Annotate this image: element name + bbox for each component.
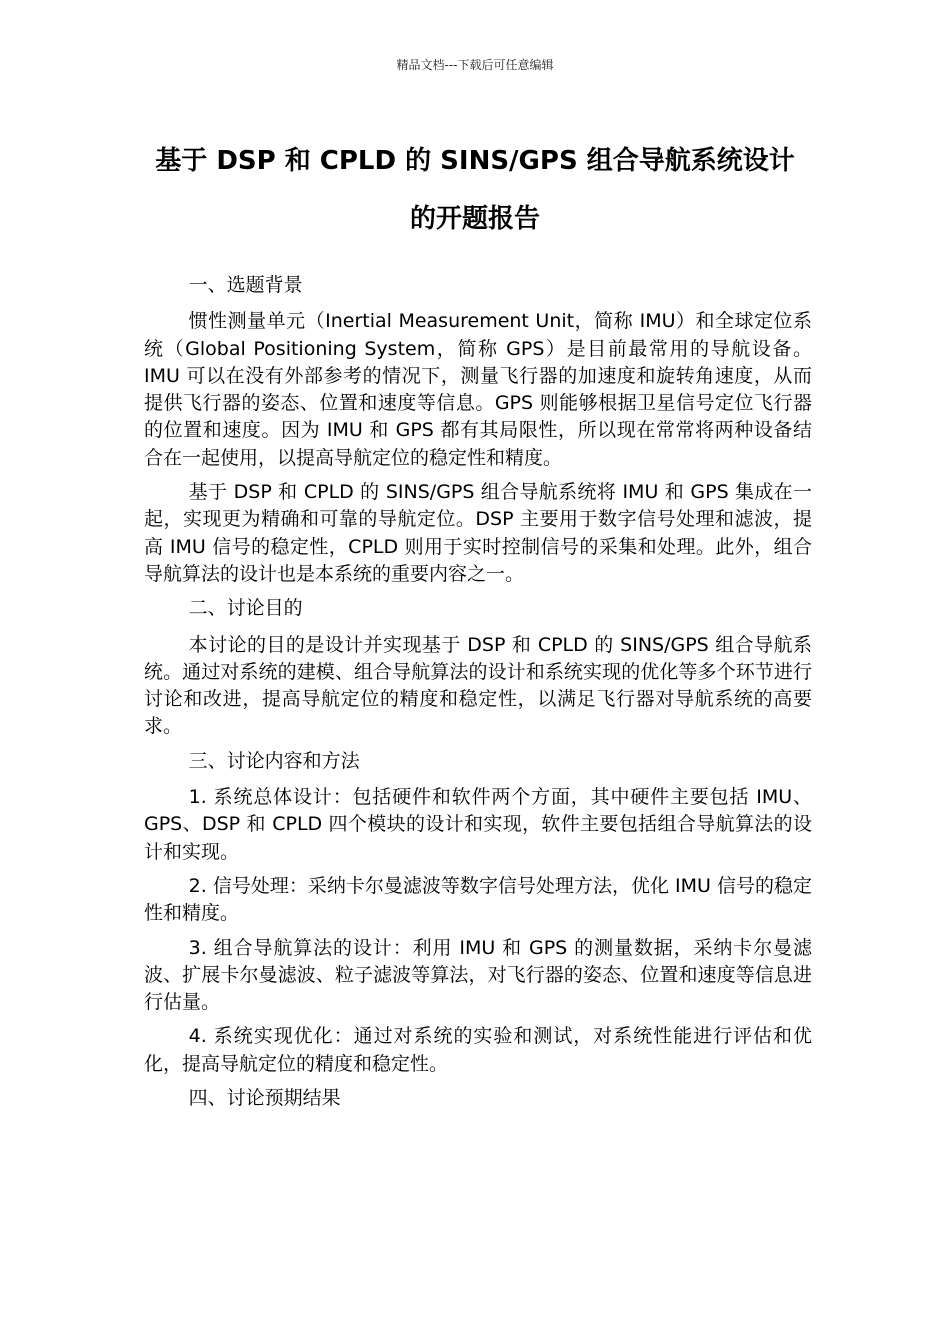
document-title — [130, 132, 820, 248]
section-heading-background: 一、选题背景 — [188, 274, 303, 296]
paragraph-background-2: 基于 DSP 和 CPLD 的 SINS/GPS 组合导航系统将 IMU 和 GPS 集成在一起，实现更为精确和可靠的导航定位。DSP 主要用于数字信号处理和滤波，提高 IMU 信号的稳定性，CPLD 则用于实时控制信号的采集和处理。此外，组合导航算法的设计也是本系统的重要内容之一。 — [144, 481, 812, 585]
document-body — [144, 272, 812, 1121]
paragraph-purpose: 本讨论的目的是设计并实现基于 DSP 和 CPLD 的 SINS/GPS 组合导航系统。通过对系统的建模、组合导航算法的设计和系统实现的优化等多个环节进行讨论和改进，提高导航定位的精度和稳定性，以满足飞行器对导航系统的高要求。 — [144, 633, 812, 738]
list-item-implementation-optimization: 4. 系统实现优化：通过对系统的实验和测试，对系统性能进行评估和优化，提高导航定位的精度和稳定性。 — [144, 1025, 812, 1075]
section-heading-content-methods: 三、讨论内容和方法 — [188, 749, 360, 772]
list-item-signal-processing: 2. 信号处理：采纳卡尔曼滤波等数字信号处理方法，优化 IMU 信号的稳定性和精度。 — [144, 874, 812, 925]
title-line-1: 基于 DSP 和 CPLD 的 SINS/GPS 组合导航系统设计 — [155, 146, 795, 176]
list-item-algorithm-design: 3. 组合导航算法的设计：利用 IMU 和 GPS 的测量数据，采纳卡尔曼滤波、扩展卡尔曼滤波、粒子滤波等算法，对飞行器的姿态、位置和速度等信息进行估量。 — [144, 936, 812, 1014]
section-heading-purpose: 二、讨论目的 — [188, 597, 303, 620]
section-heading-expected-results: 四、讨论预期结果 — [188, 1087, 341, 1110]
title-line-2: 的开题报告 — [409, 204, 540, 234]
list-item-system-design: 1. 系统总体设计：包括硬件和软件两个方面，其中硬件主要包括 IMU、GPS、DSP 和 CPLD 四个模块的设计和实现，软件主要包括组合导航算法的设计和实现。 — [144, 786, 812, 863]
paragraph-background-1: 惯性测量单元（Inertial Measurement Unit，简称 IMU）和全球定位系统（Global Positioning System，简称 GPS）是目前最常用的导航设备。IMU 可以在没有外部参考的情况下，测量飞行器的加速度和旋转角速度，从而提供飞行器的姿态、位置和速度等信息。GPS 则能够根据卫星信号定位飞行器的位置和速度。因为 IMU 和 GPS 都有其局限性，所以现在常常将两种设备结合在一起使用，以提高导航定位的稳定性和精度。 — [144, 310, 812, 469]
page-header: 精品文档---下载后可任意编辑 — [396, 58, 554, 72]
